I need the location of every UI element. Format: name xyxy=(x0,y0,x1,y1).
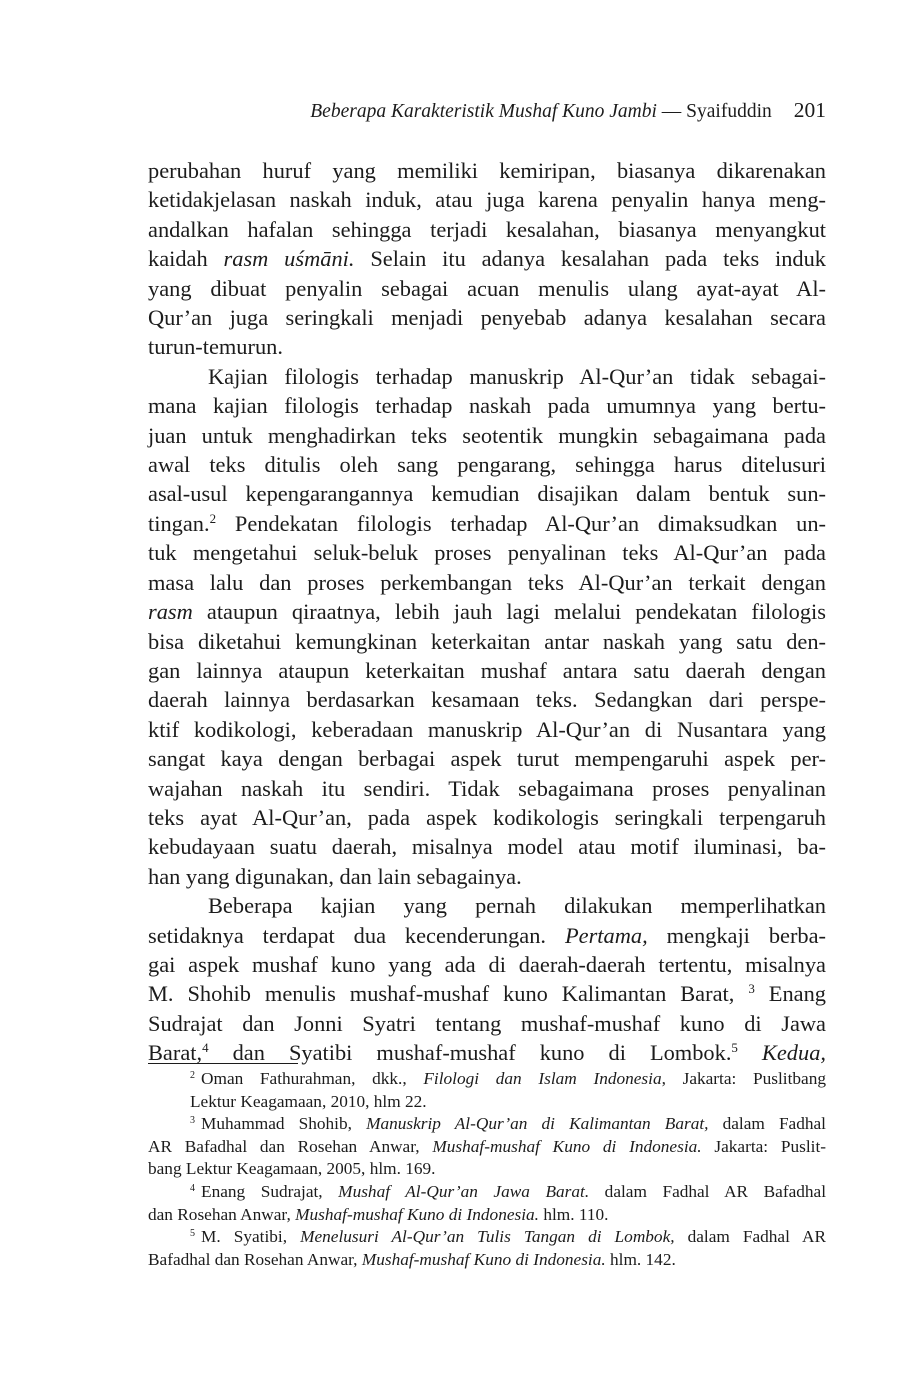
text-run: tingan. xyxy=(148,510,210,536)
footnote-line: Lektur Keagamaan, 2010, hlm 22. xyxy=(190,1091,427,1111)
text-line: teks ayat Al-Qur’an, pada aspek kodikologis seringkali terpengaruh xyxy=(148,804,826,830)
text-line xyxy=(148,509,826,538)
footnote-number: 4 xyxy=(190,1182,196,1194)
paragraph-2 xyxy=(148,362,826,891)
citation-title: Manuskrip Al-Qur’an di Kalimantan Barat, xyxy=(366,1114,709,1134)
footnote-ref-4[interactable]: 4 xyxy=(202,1040,209,1056)
text-run: Muhammad Shohib, xyxy=(201,1114,367,1134)
text-line: Qur’an juga seringkali menjadi penyebab adanya kesalahan secara xyxy=(148,305,826,331)
italic-term: rasm xyxy=(148,599,193,625)
text-line: gai aspek mushaf kuno yang ada di daerah-daerah tertentu, misalnya xyxy=(148,951,826,977)
text-run: dalam Fadhal AR xyxy=(674,1227,826,1247)
text-line: turun-temurun. xyxy=(148,334,283,360)
footnote-line xyxy=(148,1249,826,1272)
text-run: mengkaji berba- xyxy=(647,922,826,948)
text-line xyxy=(148,979,826,1008)
text-line: Kajian filologis terhadap manuskrip Al-Qur’an tidak sebagai- xyxy=(208,363,826,389)
text-line xyxy=(148,921,826,950)
text-line: tuk mengetahui seluk-beluk proses penyalinan teks Al-Qur’an pada xyxy=(148,540,826,566)
footnote-number: 5 xyxy=(190,1227,196,1239)
footnote-line: bang Lektur Keagamaan, 2005, hlm. 169. xyxy=(148,1159,436,1179)
text-line: ketidakjelasan naskah induk, atau juga karena penyalin hanya meng- xyxy=(148,187,826,213)
citation-title: Mushaf-mushaf Kuno di Indonesia. xyxy=(432,1136,702,1156)
footnote-number: 2 xyxy=(190,1069,196,1081)
text-run: , Jakarta: Puslitbang xyxy=(661,1069,826,1088)
footnote-line xyxy=(148,1204,826,1227)
text-run: dalam Fadhal xyxy=(708,1114,826,1134)
italic-term: Pertama, xyxy=(564,922,648,948)
text-run: Enang xyxy=(754,981,826,1007)
text-run: Jakarta: Puslit- xyxy=(701,1136,826,1156)
text-line: awal teks ditulis oleh sang pengarang, sehingga harus ditelusuri xyxy=(148,452,826,478)
italic-term: Kedua, xyxy=(737,1040,826,1066)
text-run: dan Rosehan Anwar, xyxy=(148,1204,296,1224)
text-line: kebudayaan suatu daerah, misalnya model atau motif iluminasi, ba- xyxy=(148,834,826,860)
text-run: Bafadhal dan Rosehan Anwar, xyxy=(148,1249,362,1269)
text-run: Selain itu adanya kesalahan pada teks induk xyxy=(354,246,827,272)
text-run: Pendekatan filologis terhadap Al-Qur’an dimaksudkan un- xyxy=(216,510,826,536)
paragraph-1 xyxy=(148,156,826,362)
text-run: AR Bafadhal dan Rosehan Anwar, xyxy=(148,1136,433,1156)
text-line: Sudrajat dan Jonni Syatri tentang mushaf-mushaf kuno di Jawa xyxy=(148,1010,826,1036)
text-line: gan lainnya ataupun keterkaitan mushaf antara satu daerah dengan xyxy=(148,657,826,683)
text-run: setidaknya terdapat dua kecenderungan. xyxy=(148,922,565,948)
footnote-5 xyxy=(148,1226,826,1271)
citation-title: Mushaf-mushaf Kuno di Indonesia. xyxy=(295,1204,539,1224)
footnote-2 xyxy=(148,1068,826,1113)
footnote-line xyxy=(148,1136,826,1159)
text-run: Barat, xyxy=(148,1040,203,1066)
text-line: juan untuk menghadirkan teks seotentik mungkin sebagaimana pada xyxy=(148,422,826,448)
text-line: han yang digunakan, dan lain sebagainya. xyxy=(148,863,522,889)
page-number: 201 xyxy=(793,98,826,122)
running-head xyxy=(148,96,826,126)
text-run: ataupun qiraatnya, lebih jauh lagi melalui pendekatan filologis xyxy=(192,599,826,625)
text-run: kaidah xyxy=(148,246,224,272)
italic-term: rasm uśmāni. xyxy=(223,246,355,272)
paragraph-3 xyxy=(148,891,826,1067)
text-line xyxy=(148,597,826,626)
text-run: dalam Fadhal AR Bafadhal xyxy=(589,1181,827,1201)
text-line: asal-usul kepengarangannya kemudian disajikan dalam bentuk sun- xyxy=(148,481,826,507)
text-run: Enang Sudrajat, xyxy=(201,1181,339,1201)
body-text xyxy=(148,156,826,1068)
text-run: hlm. 110. xyxy=(539,1204,609,1224)
footnote-line xyxy=(148,1068,826,1091)
text-line: daerah lainnya berdasarkan kesamaan teks. Sedangkan dari perspe- xyxy=(148,687,826,713)
text-run: M. Syatibi, xyxy=(201,1227,301,1247)
citation-title: Menelusuri Al-Qur’an Tulis Tangan di Lombok, xyxy=(300,1227,675,1247)
text-run: hlm. 142. xyxy=(605,1249,676,1269)
citation-title: Mushaf Al-Qur’an Jawa Barat. xyxy=(338,1181,590,1201)
footnote-number: 3 xyxy=(190,1114,196,1126)
text-line xyxy=(148,244,826,273)
footnote-ref-2[interactable]: 2 xyxy=(209,510,217,526)
citation-title: Filologi dan Islam Indonesia xyxy=(423,1069,662,1088)
text-line: Beberapa kajian yang pernah dilakukan memperlihatkan xyxy=(208,893,826,919)
text-line: ktif kodikologi, keberadaan manuskrip Al-Qur’an di Nusantara yang xyxy=(148,716,826,742)
text-line: mana kajian filologis terhadap naskah pada umumnya yang bertu- xyxy=(148,393,826,419)
footnotes xyxy=(148,1068,826,1271)
text-run: Oman Fathurahman, dkk., xyxy=(201,1069,424,1088)
text-line: wajahan naskah itu sendiri. Tidak sebagaimana proses penyalinan xyxy=(148,775,826,801)
running-title: Beberapa Karakteristik Mushaf Kuno Jambi xyxy=(310,101,657,122)
text-line: sangat kaya dengan berbagai aspek turut mempengaruhi aspek per- xyxy=(148,746,826,772)
text-run: dan Syatibi mushaf-mushaf kuno di Lombok. xyxy=(208,1040,732,1066)
text-line: yang dibuat penyalin sebagai acuan menulis ulang ayat-ayat Al- xyxy=(148,275,826,301)
footnote-line xyxy=(148,1226,826,1249)
footnote-4 xyxy=(148,1181,826,1226)
citation-title: Mushaf-mushaf Kuno di Indonesia. xyxy=(361,1249,606,1269)
footnote-line xyxy=(148,1113,826,1136)
running-head-dash: — xyxy=(656,101,687,122)
footnote-ref-5[interactable]: 5 xyxy=(731,1040,738,1056)
text-line: bisa diketahui kemungkinan keterkaitan antar naskah yang satu den- xyxy=(148,628,826,654)
footnote-ref-3[interactable]: 3 xyxy=(748,981,755,997)
footnote-3 xyxy=(148,1113,826,1181)
footnote-line xyxy=(148,1181,826,1204)
text-line: masa lalu dan proses perkembangan teks Al-Qur’an terkait dengan xyxy=(148,569,826,595)
running-author: Syaifuddin xyxy=(686,101,772,122)
footnote-separator xyxy=(148,1063,298,1064)
text-line: perubahan huruf yang memiliki kemiripan, biasanya dikarenakan xyxy=(148,158,826,183)
text-line: andalkan hafalan sehingga terjadi kesalahan, biasanya menyangkut xyxy=(148,216,826,242)
text-run: M. Shohib menulis mushaf-mushaf kuno Kalimantan Barat, xyxy=(148,981,749,1007)
